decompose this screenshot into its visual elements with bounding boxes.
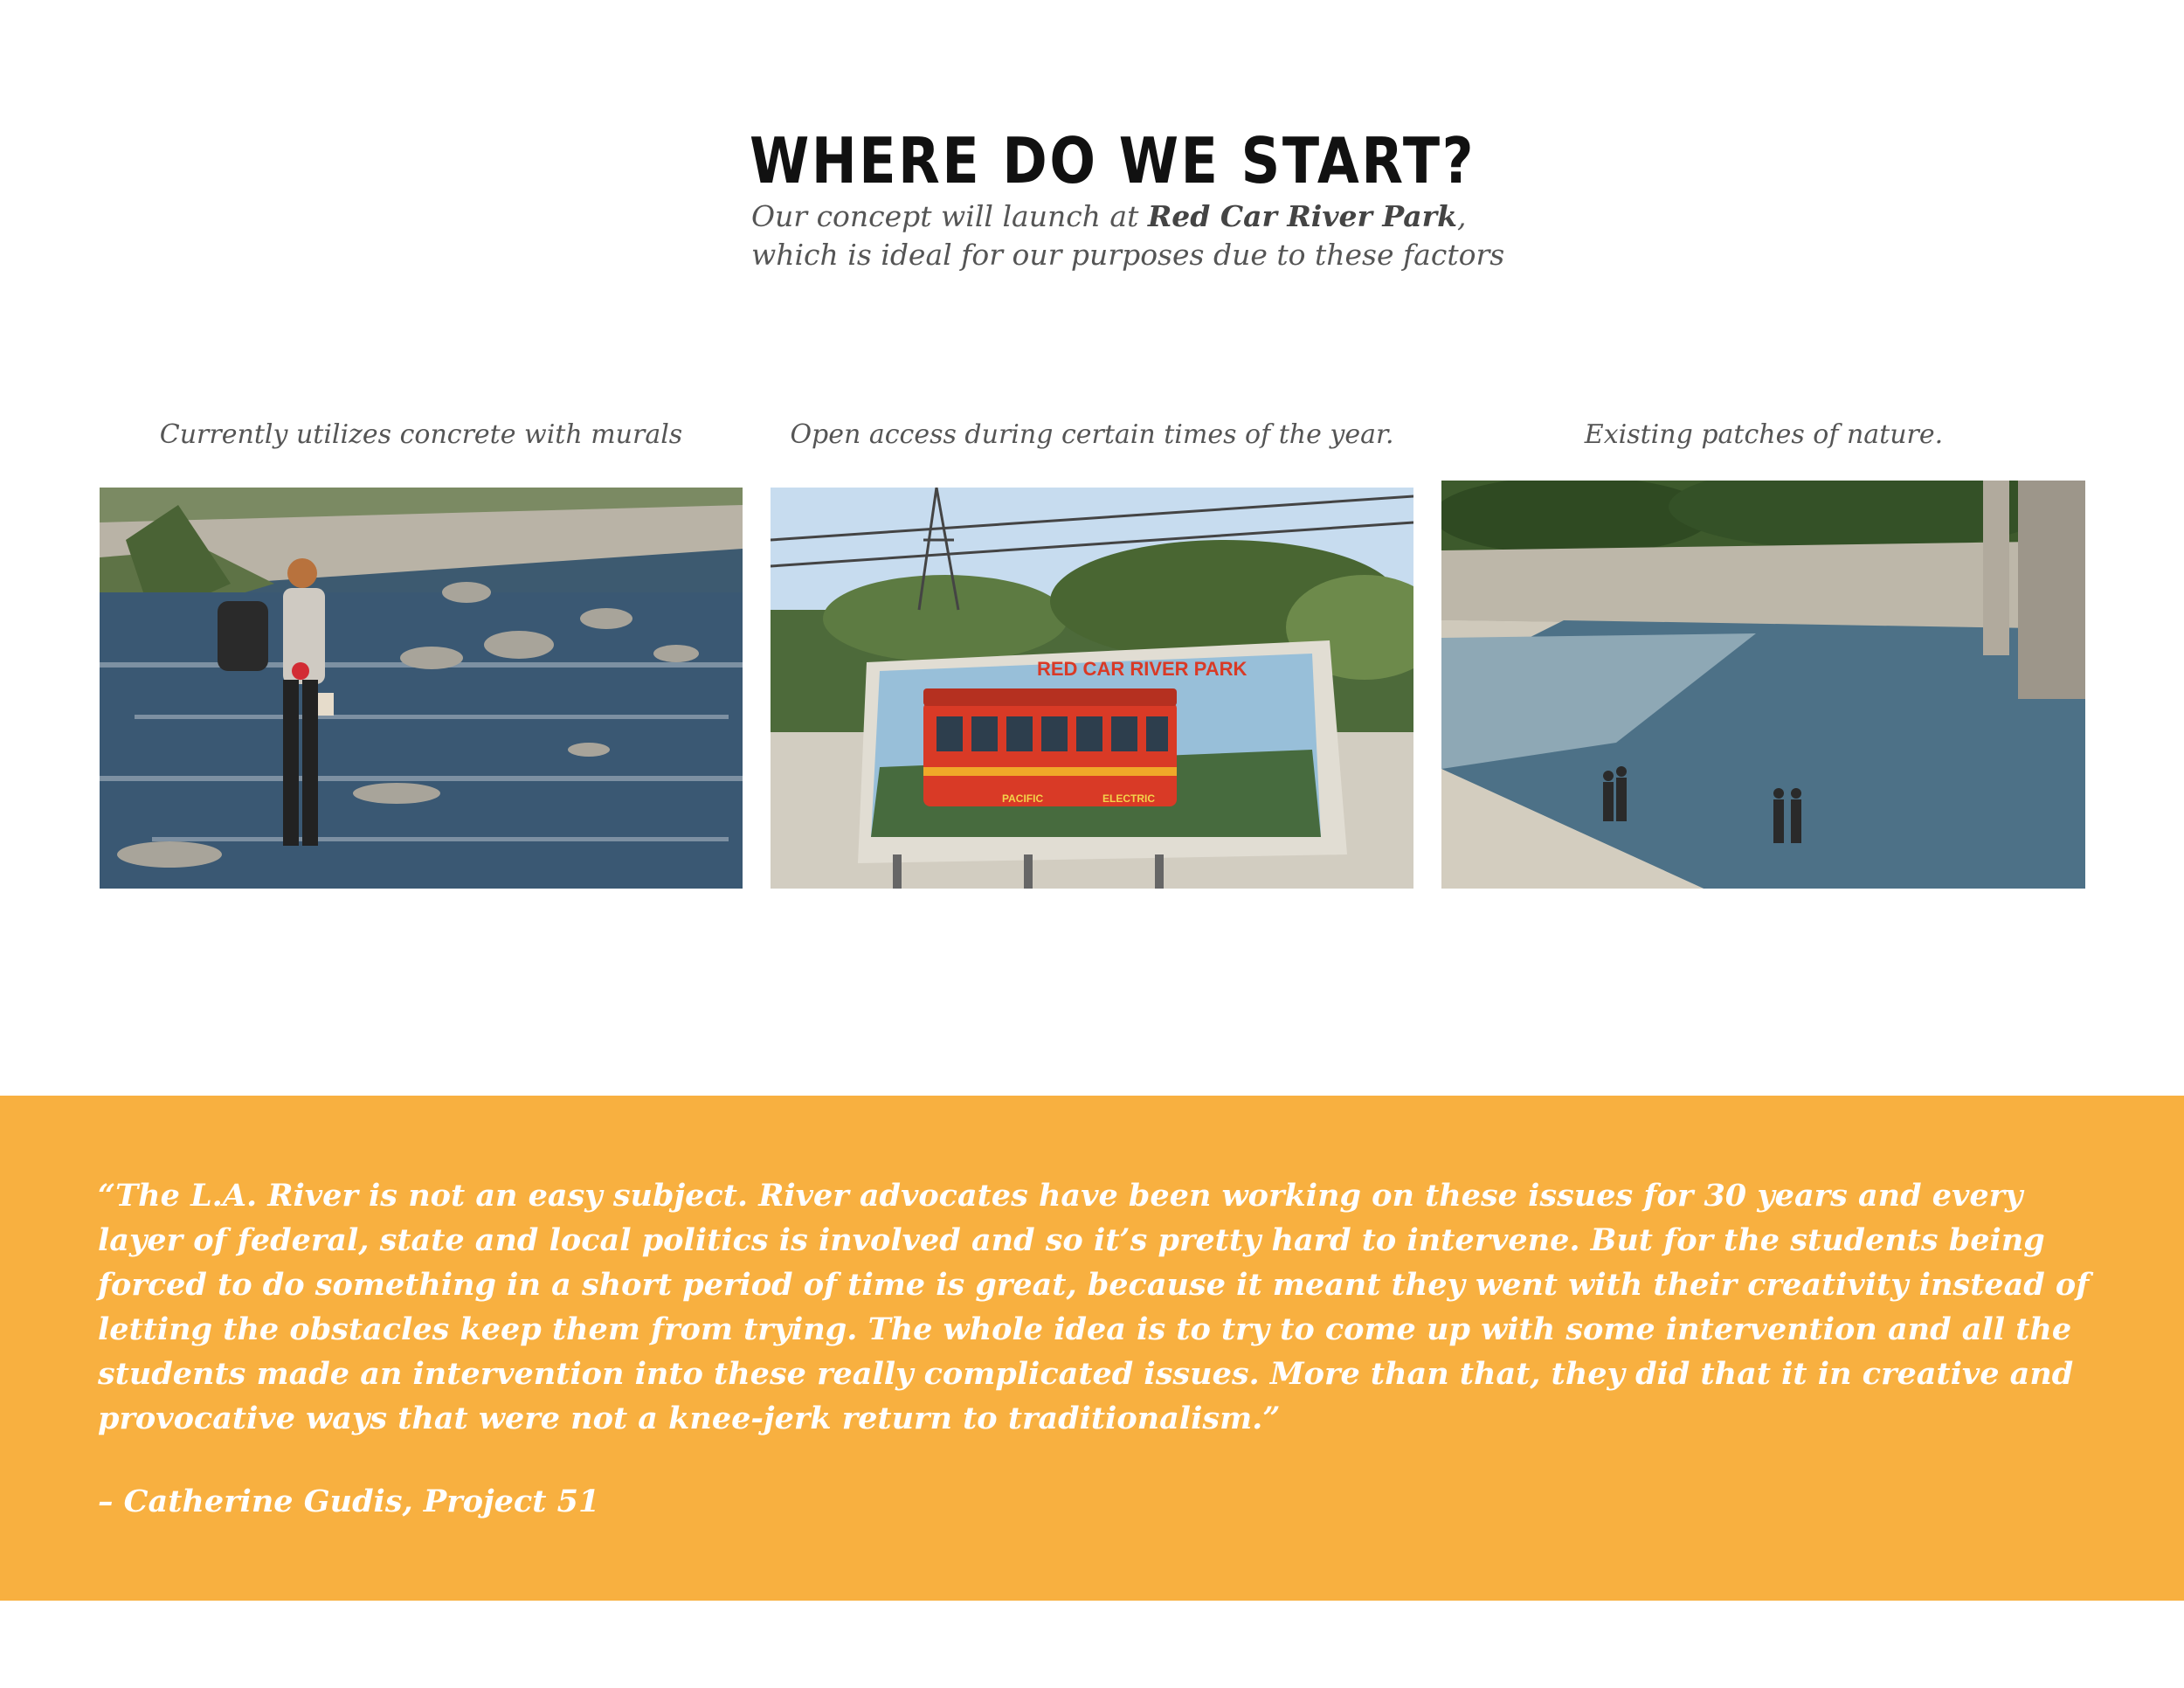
factor-caption-murals: Currently utilizes concrete with murals [159,419,683,450]
photo-river-nature [1441,481,2085,889]
quote-attribution: – Catherine Gudis, Project 51 [98,1484,600,1519]
page-title: WHERE DO WE START? [750,124,1476,198]
intro-prefix: Our concept will launch at [751,199,1148,233]
intro-line-2: which is ideal for our purposes due to these factors [751,238,1505,272]
park-name: Red Car River Park [1147,199,1457,233]
pull-quote: “The L.A. River is not an easy subject. River advocates have been working on these issues for 30 years and every layer of federal, state and local politics is involved and so it’s pretty hard to intervene. But for the students being forced to do something in a short period of time is great, because it meant they went with their creativity instead of letting the obstacles keep them from trying. The whole idea is to try to come up with some intervention and all the students made an intervention into these really complicated issues. More than that, they did that it in creative and provocative ways that were not a knee-jerk return to traditionalism.” [98,1178,2090,1436]
mural-sign-text: RED CAR RIVER PARK [1037,658,1248,680]
factor-caption-access: Open access during certain times of the year. [790,419,1394,450]
tram-label-pacific: PACIFIC [1002,792,1044,805]
intro-text [751,197,1538,274]
photo-student-in-river [100,488,743,889]
intro-comma: , [1456,199,1467,233]
photo-red-car-mural [771,488,1413,889]
factor-caption-nature: Existing patches of nature. [1584,419,1944,450]
tram-label-electric: ELECTRIC [1102,792,1155,805]
